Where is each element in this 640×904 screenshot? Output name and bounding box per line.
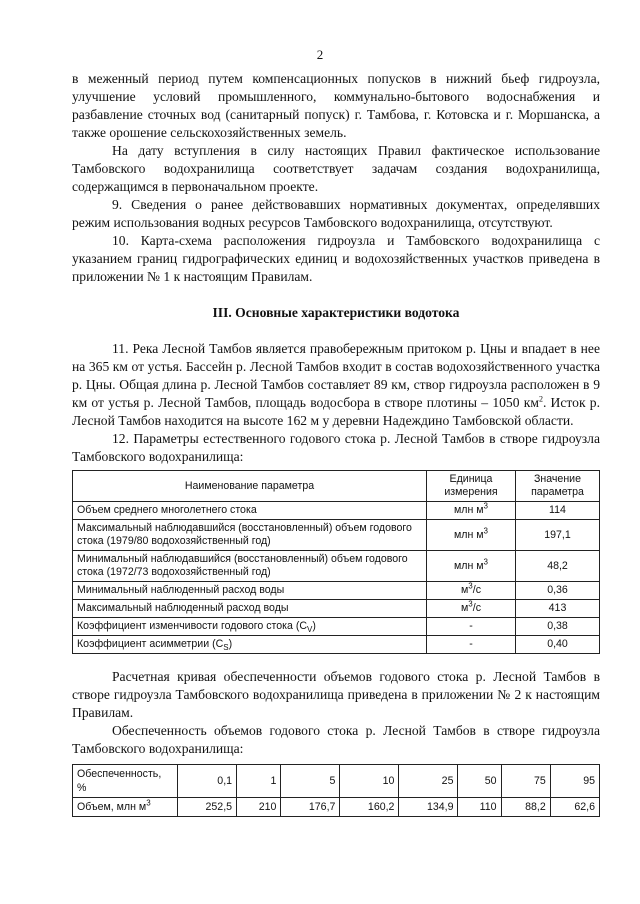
table-row [73, 551, 600, 582]
probability-label: Обеспеченность, % [73, 765, 178, 798]
paragraph-11-text-a: 11. Река Лесной Тамбов является правобережным притоком р. Цны и впадает в нее на 365 км от устья. Бассейн р. Лесной Тамбов входит в состав водохозяйственного участка р. Цны. Общая длина р. Лесной Тамбов составляет 89 км, створ гидроузла расположен в 9 км от устья р. Лесной Тамбов, площадь водосбора в створе плотины – 1050 км [72, 341, 600, 410]
probability-table [72, 764, 600, 817]
name-sub: V [307, 625, 313, 635]
unit-sup: 3 [468, 599, 473, 609]
volume-cell: 88,2 [501, 798, 550, 817]
param-value: 0,38 [516, 618, 600, 636]
probability-cell: 1 [237, 765, 281, 798]
volume-label-text: Объем, млн м [77, 801, 147, 813]
unit-sup: 3 [483, 556, 488, 566]
volume-cell: 134,9 [399, 798, 458, 817]
probability-cell: 50 [458, 765, 501, 798]
paragraph-12: 12. Параметры естественного годового стока р. Лесной Тамбов в створе гидроузла Тамбовского водохранилища: [72, 431, 600, 464]
table-row [73, 520, 600, 551]
paragraph-continuation: в меженный период путем компенсационных попусков в нижний бьеф гидроузла, улучшение условий промышленного, коммунально-бытового водоснабжения и разбавление сточных вод (санитарный попуск) г. Тамбова, г. Котовска и г. Моршанска, а также орошение сельскохозяйственных земель. [72, 71, 600, 140]
unit-text: м [461, 584, 469, 596]
param-value: 197,1 [516, 520, 600, 551]
table-row [73, 600, 600, 618]
param-name: Минимальный наблюденный расход воды [73, 582, 427, 600]
section-heading: III. Основные характеристики водотока [212, 305, 460, 320]
unit-sup: 3 [483, 501, 488, 511]
probability-cell: 75 [501, 765, 550, 798]
probability-cell: 0,1 [178, 765, 237, 798]
param-name [73, 636, 427, 654]
probability-cell: 5 [281, 765, 340, 798]
volume-cell: 160,2 [340, 798, 399, 817]
name-tail: ) [228, 638, 233, 650]
param-name: Минимальный наблюдавшийся (восстановленный) объем годового стока (1972/73 водохозяйственный год) [73, 551, 427, 582]
document-body [72, 70, 600, 817]
volume-cell: 110 [458, 798, 501, 817]
paragraph-10: 10. Карта-схема расположения гидроузла и Тамбовского водохранилища с указанием границ гидрографических единиц и водохозяйственных участков приведена в приложении № 1 к настоящим Правилам. [72, 233, 600, 284]
unit-tail: /с [472, 602, 481, 614]
param-value: 48,2 [516, 551, 600, 582]
header-unit: Единица измерения [427, 471, 516, 502]
probability-cell: 25 [399, 765, 458, 798]
probability-cell: 95 [550, 765, 599, 798]
volume-label-sup: 3 [146, 798, 151, 808]
header-value: Значение параметра [516, 471, 600, 502]
param-value: 0,36 [516, 582, 600, 600]
param-unit [427, 582, 516, 600]
paragraph-actual-use: На дату вступления в силу настоящих Правил фактическое использование Тамбовского водохранилища соответствует задачам создания водохранилища, содержащимся в первоначальном проекте. [72, 143, 600, 194]
table-row [73, 636, 600, 654]
param-name [73, 618, 427, 636]
table-row [73, 618, 600, 636]
param-name: Максимальный наблюдавшийся (восстановленный) объем годового стока (1979/80 водохозяйственный год) [73, 520, 427, 551]
unit-text: млн м [454, 559, 484, 572]
probability-cell: 10 [340, 765, 399, 798]
table-row [73, 502, 600, 520]
unit-text: млн м [454, 504, 484, 516]
paragraph-probability: Обеспеченность объемов годового стока р. Лесной Тамбов в створе гидроузла Тамбовского водохранилища: [72, 723, 600, 756]
name-text: Коэффициент изменчивости годового стока (C [77, 620, 308, 632]
param-unit [427, 502, 516, 520]
page-number: 2 [316, 47, 324, 62]
volume-cell: 252,5 [178, 798, 237, 817]
param-name: Объем среднего многолетнего стока [73, 502, 427, 520]
param-unit: - [427, 618, 516, 636]
paragraph-11-text-b: . Исток р. Лесной Тамбов находится на высоте 162 м у деревни Надеждино Тамбовской области. [72, 395, 600, 428]
unit-text: млн м [454, 528, 484, 541]
paragraph-11 [72, 340, 600, 430]
unit-sup: 3 [468, 581, 473, 591]
volume-cell: 62,6 [550, 798, 599, 817]
param-unit [427, 551, 516, 582]
header-param-name: Наименование параметра [73, 471, 427, 502]
volume-row [73, 798, 600, 817]
name-tail: ) [312, 620, 316, 632]
param-value: 0,40 [516, 636, 600, 654]
probability-row [73, 765, 600, 798]
name-sub: S [223, 643, 229, 653]
table-row [73, 582, 600, 600]
param-unit [427, 520, 516, 551]
paragraph-curve: Расчетная кривая обеспеченности объемов годового стока р. Лесной Тамбов в створе гидроузла Тамбовского водохранилища приведена в приложении № 2 к настоящим Правилам. [72, 669, 600, 720]
param-unit: - [427, 636, 516, 654]
volume-label [73, 798, 178, 817]
volume-cell: 176,7 [281, 798, 340, 817]
paragraph-9: 9. Сведения о ранее действовавших нормативных документах, определявших режим использования водных ресурсов Тамбовского водохранилища, отсутствуют. [72, 197, 600, 230]
volume-cell: 210 [237, 798, 281, 817]
paragraph-11-sup: 2 [538, 394, 543, 404]
param-value: 413 [516, 600, 600, 618]
param-name: Максимальный наблюденный расход воды [73, 600, 427, 618]
params-header-row [73, 471, 600, 502]
params-table [72, 470, 600, 654]
param-unit [427, 600, 516, 618]
param-value: 114 [516, 502, 600, 520]
unit-tail: /с [472, 584, 481, 596]
name-text: Коэффициент асимметрии (C [77, 638, 224, 650]
unit-sup: 3 [483, 525, 488, 535]
unit-text: м [461, 602, 469, 614]
